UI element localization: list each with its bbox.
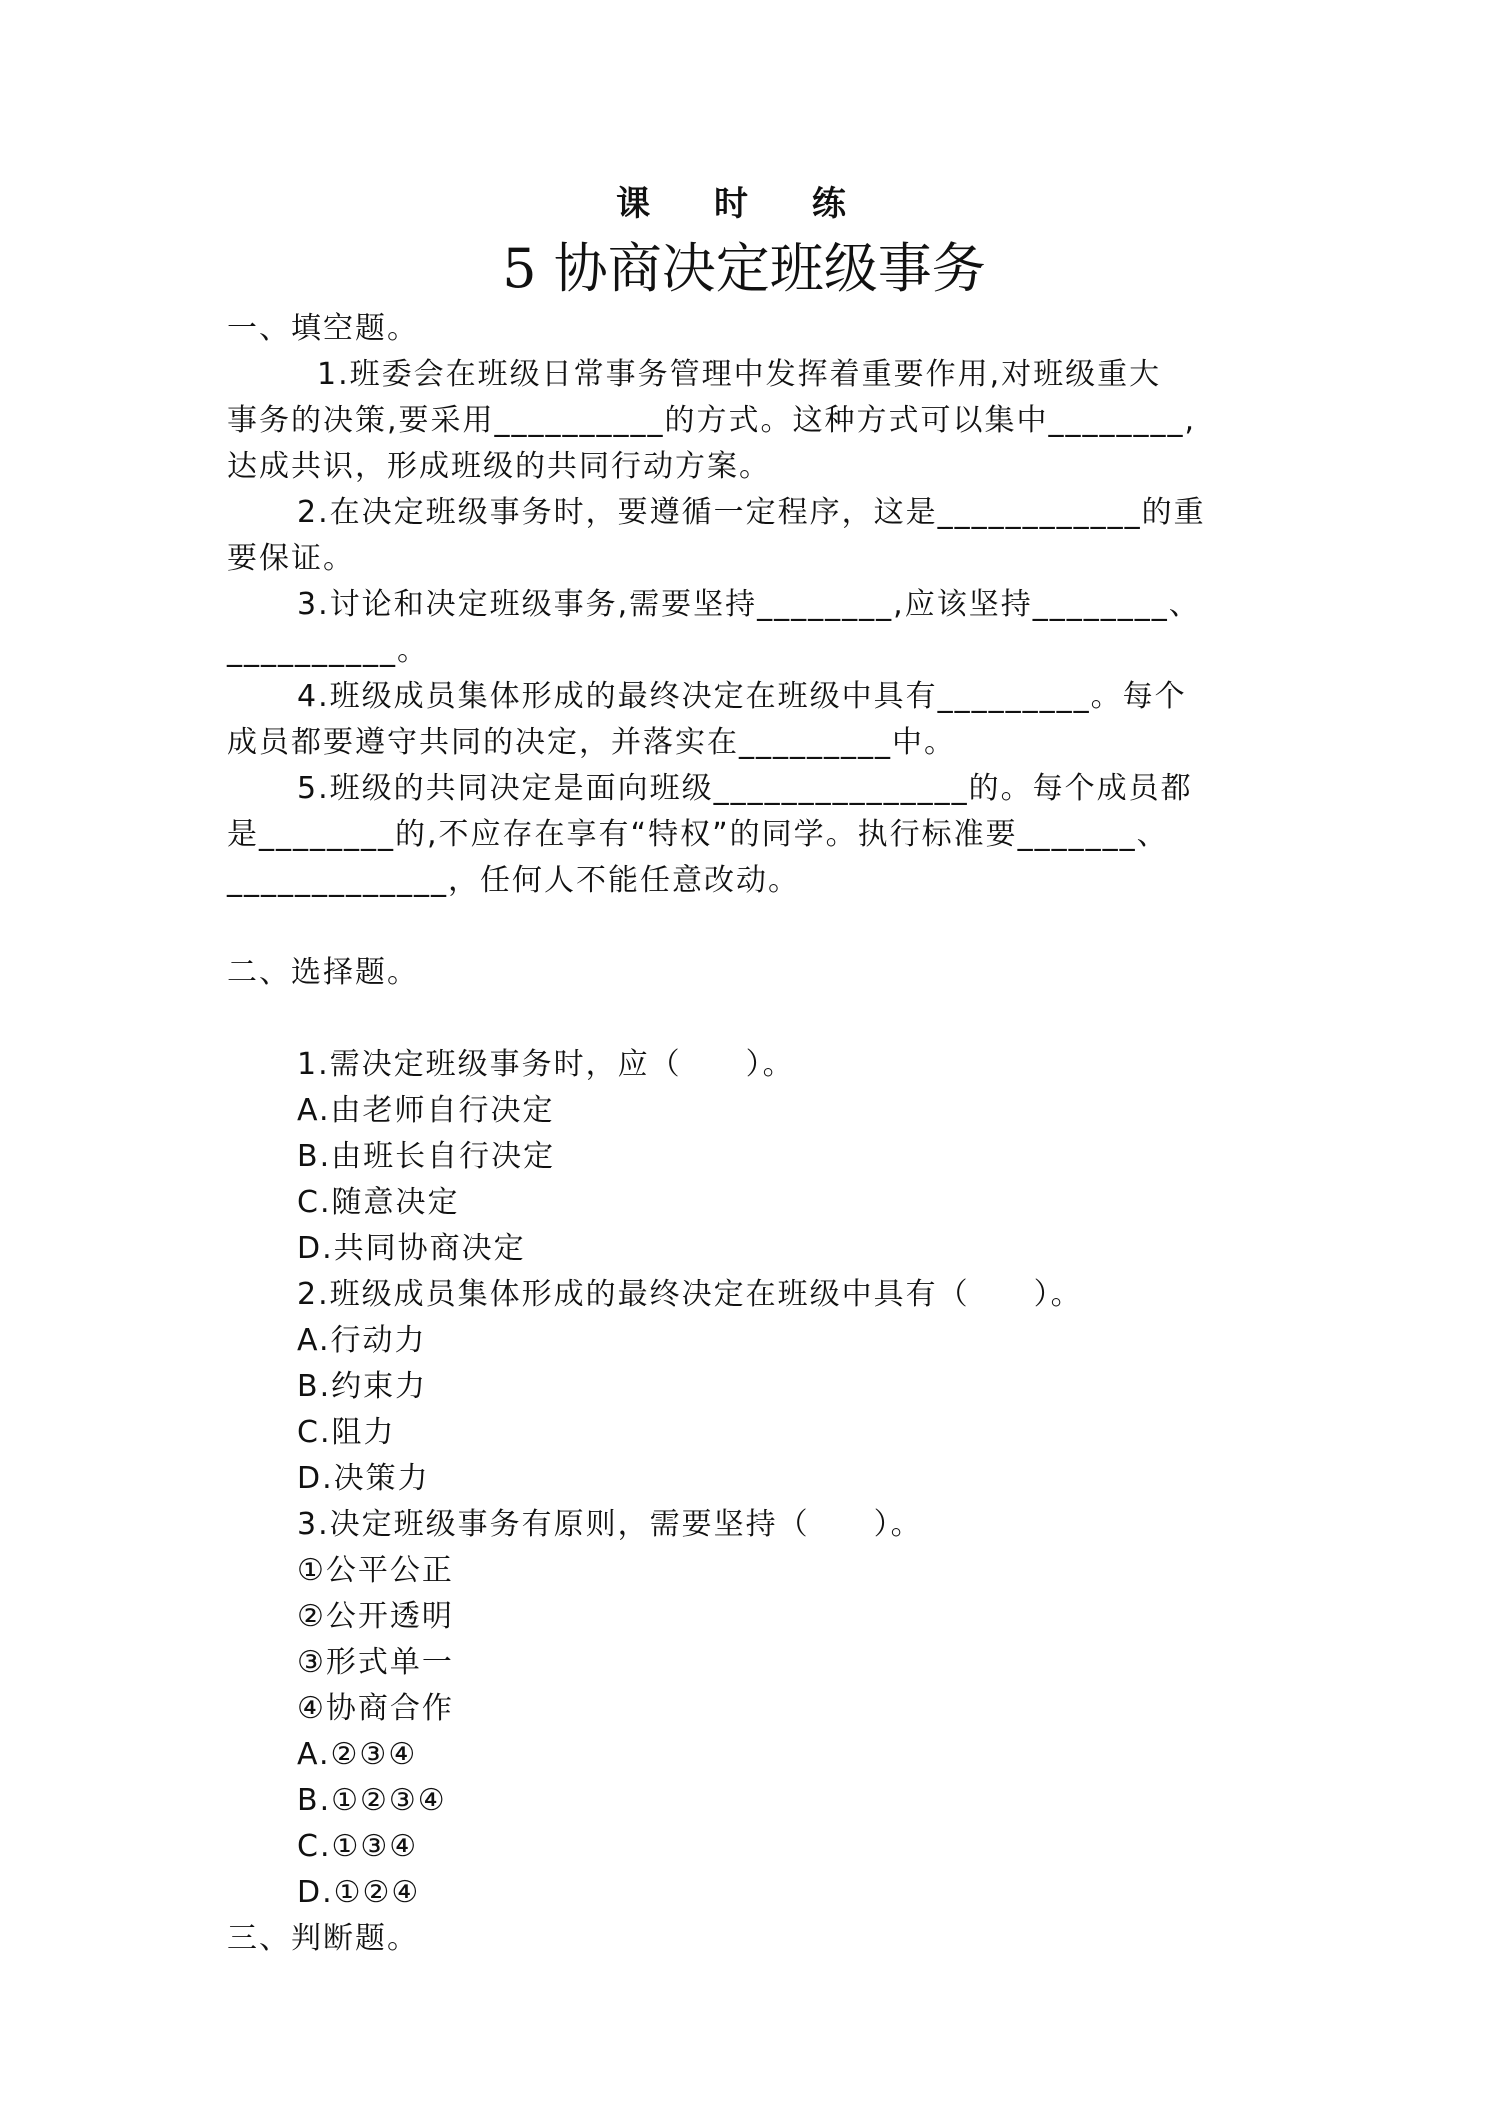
fill-blank-line: 是________的,不应存在享有“特权”的同学。执行标准要_______、 <box>227 817 1169 852</box>
choice-statement: ④协商合作 <box>297 1691 454 1726</box>
choice-option: D.决策力 <box>297 1461 430 1496</box>
choice-statement: ②公开透明 <box>297 1599 454 1634</box>
fill-blank-line: 3.讨论和决定班级事务,需要坚持________,应该坚持________、 <box>297 587 1201 622</box>
fill-blank-line: _____________，任何人不能任意改动。 <box>227 863 800 898</box>
choice-option: D.共同协商决定 <box>297 1231 526 1266</box>
worksheet-label: 课 时 练 <box>616 184 872 224</box>
choice-option: A.②③④ <box>297 1737 418 1772</box>
fill-blank-line: 1.班委会在班级日常事务管理中发挥着重要作用,对班级重大 <box>317 357 1162 392</box>
section-heading-true-false: 三、判断题。 <box>227 1921 419 1956</box>
choice-question: 1.需决定班级事务时，应（ ）。 <box>297 1047 795 1082</box>
fill-blank-line: 要保证。 <box>227 541 355 576</box>
choice-option: C.随意决定 <box>297 1185 460 1220</box>
section-heading-fill-blank: 一、填空题。 <box>227 311 419 346</box>
fill-blank-line: 5.班级的共同决定是面向班级_______________的。每个成员都 <box>297 771 1193 806</box>
fill-blank-line: 达成共识，形成班级的共同行动方案。 <box>227 449 771 484</box>
fill-blank-line: __________。 <box>227 633 429 668</box>
choice-option: A.由老师自行决定 <box>297 1093 555 1128</box>
choice-option: B.①②③④ <box>297 1783 447 1818</box>
choice-question: 3.决定班级事务有原则，需要坚持（ ）。 <box>297 1507 923 1542</box>
choice-question: 2.班级成员集体形成的最终决定在班级中具有（ ）。 <box>297 1277 1083 1312</box>
choice-option: B.由班长自行决定 <box>297 1139 556 1174</box>
fill-blank-line: 成员都要遵守共同的决定，并落实在_________中。 <box>227 725 956 760</box>
choice-option: A.行动力 <box>297 1323 427 1358</box>
fill-blank-line: 事务的决策,要采用__________的方式。这种方式可以集中________, <box>227 403 1197 438</box>
choice-statement: ③形式单一 <box>297 1645 454 1680</box>
fill-blank-line: 4.班级成员集体形成的最终决定在班级中具有_________。每个 <box>297 679 1187 714</box>
choice-option: D.①②④ <box>297 1875 421 1910</box>
choice-option: B.约束力 <box>297 1369 428 1404</box>
fill-blank-line: 2.在决定班级事务时，要遵循一定程序，这是____________的重 <box>297 495 1206 530</box>
choice-option: C.①③④ <box>297 1829 419 1864</box>
choice-option: C.阻力 <box>297 1415 396 1450</box>
worksheet-body <box>227 306 1263 1962</box>
choice-statement: ①公平公正 <box>297 1553 454 1588</box>
page-title: 5 协商决定班级事务 <box>502 237 986 300</box>
section-heading-multiple-choice: 二、选择题。 <box>227 955 419 990</box>
